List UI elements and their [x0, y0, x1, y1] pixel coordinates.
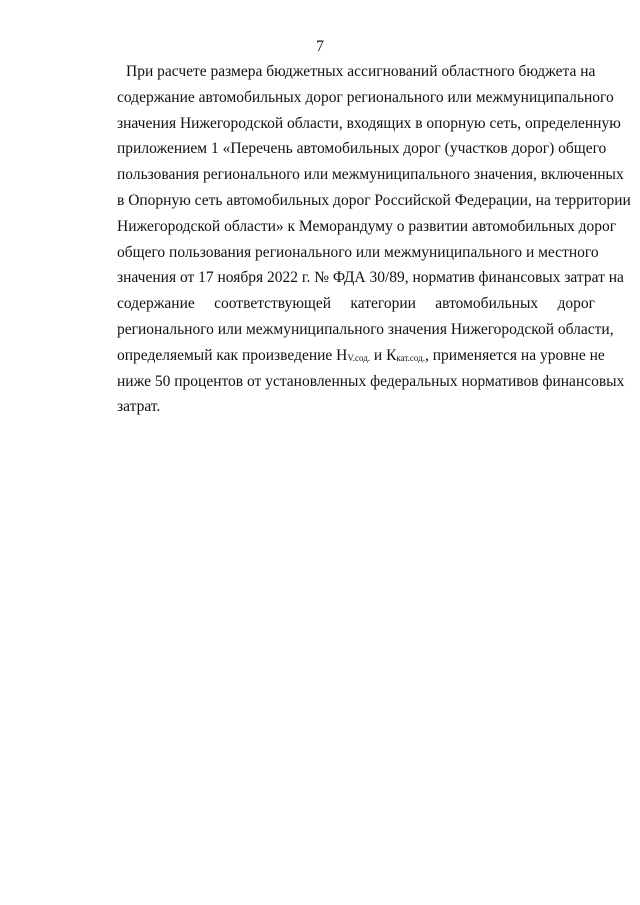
- formula-text-before: определяемый как произведение Н: [117, 346, 348, 364]
- paragraph-line-formula: [117, 343, 605, 369]
- paragraph-line: приложением 1 «Перечень автомобильных дорог (участков дорог) общего: [117, 140, 607, 158]
- paragraph-line: в Опорную сеть автомобильных дорог Российской Федерации, на территории: [117, 191, 631, 209]
- paragraph-line: Нижегородской области» к Меморандуму о развитии автомобильных дорог: [117, 217, 617, 235]
- formula-subscript-kat: кат.сод.: [396, 352, 425, 363]
- paragraph-line: общего пользования регионального или межмуниципального и местного: [117, 243, 599, 261]
- paragraph-line: пользования регионального или межмуниципального значения, включенных: [117, 166, 624, 184]
- paragraph-line: ниже 50 процентов от установленных федеральных нормативов финансовых: [117, 372, 625, 390]
- formula-text-middle: и К: [370, 346, 397, 364]
- paragraph-line: значения Нижегородской области, входящих в опорную сеть, определенную: [117, 114, 621, 132]
- paragraph-line: содержание автомобильных дорог регионального или межмуниципального: [117, 88, 614, 106]
- formula-text-after: , применяется на уровне не: [425, 346, 605, 364]
- formula-subscript-v: V.сод.: [347, 352, 371, 363]
- paragraph: [117, 59, 631, 420]
- paragraph-line-last: затрат.: [117, 398, 161, 416]
- paragraph-line: регионального или межмуниципального значения Нижегородской области,: [117, 320, 614, 338]
- paragraph-line: значения от 17 ноября 2022 г. № ФДА 30/89, норматив финансовых затрат на: [117, 269, 624, 287]
- paragraph-line: содержание соответствующей категории автомобильных дорог: [117, 295, 595, 313]
- paragraph-line: При расчете размера бюджетных ассигнований областного бюджета на: [126, 63, 596, 80]
- page-number: 7: [316, 38, 324, 55]
